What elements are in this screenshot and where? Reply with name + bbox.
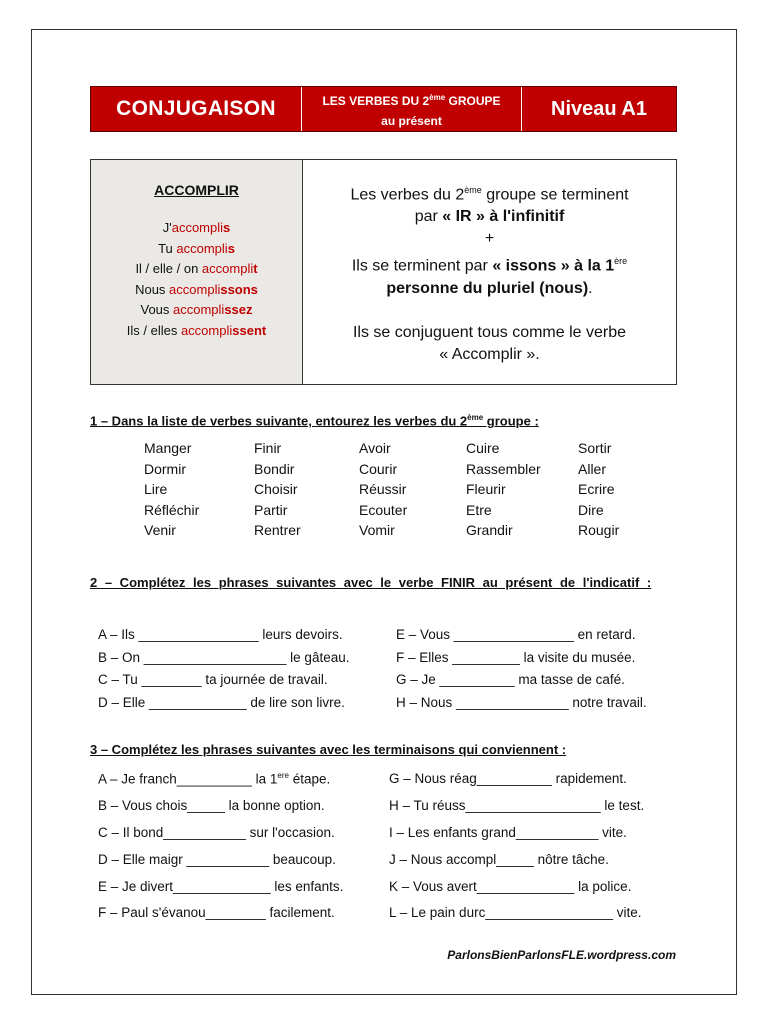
- verb-item[interactable]: Réfléchir: [144, 501, 200, 518]
- verb-item[interactable]: Sortir: [578, 440, 612, 456]
- conjugation-line: Il / elle / on accomplit: [135, 261, 258, 276]
- verb-item[interactable]: Manger: [144, 440, 192, 456]
- verb-item[interactable]: Etre: [466, 501, 492, 518]
- exercise2-sentence[interactable]: H – Nous _______________ notre travail.: [396, 695, 647, 710]
- exercise3-sentence[interactable]: A – Je franch__________ la 1ere étape.: [98, 771, 331, 787]
- exercise2-sentence[interactable]: B – On ___________________ le gâteau.: [98, 650, 350, 665]
- title-banner: [90, 86, 677, 132]
- verb-item[interactable]: Bondir: [254, 460, 295, 477]
- conjugation-line: Nous accomplissons: [135, 281, 258, 297]
- verb-item[interactable]: Choisir: [254, 481, 298, 498]
- grammar-box: [90, 159, 677, 385]
- exercise2-title: 2 – Complétez les phrases suivantes avec le verbe FINIR au présent de l'indicatif :: [90, 575, 652, 590]
- conjugation-line: J'accomplis: [162, 220, 231, 235]
- verb-item[interactable]: Ecouter: [359, 501, 408, 518]
- exercise3-sentence[interactable]: F – Paul s'évanou________ facilement.: [98, 905, 335, 920]
- exercise3-sentence[interactable]: H – Tu réuss__________________ le test.: [389, 798, 645, 813]
- conjugation-list: [91, 218, 302, 341]
- exercise1-title: 1 – Dans la liste de verbes suivante, entourez les verbes du 2ème groupe :: [90, 413, 539, 429]
- verb-item[interactable]: Grandir: [466, 522, 513, 539]
- model-conjugation: [91, 160, 303, 384]
- verb-item[interactable]: Lire: [144, 481, 168, 498]
- verb-item[interactable]: Finir: [254, 440, 282, 456]
- exercise3-sentence[interactable]: D – Elle maigr ___________ beaucoup.: [98, 852, 336, 867]
- exercise2-sentence[interactable]: C – Tu ________ ta journée de travail.: [98, 672, 328, 687]
- exercise2-sentence[interactable]: F – Elles _________ la visite du musée.: [396, 650, 636, 665]
- exercise2-sentence[interactable]: G – Je __________ ma tasse de café.: [396, 672, 625, 687]
- conjugation-line: Ils / elles accomplissent: [126, 322, 267, 338]
- verb-item[interactable]: Rougir: [578, 522, 620, 539]
- exercise3-sentence[interactable]: B – Vous chois_____ la bonne option.: [98, 798, 325, 813]
- exercise3-sentence[interactable]: K – Vous avert_____________ la police.: [389, 879, 632, 894]
- exercise2-sentence[interactable]: D – Elle _____________ de lire son livre.: [98, 695, 345, 710]
- banner-level: Niveau A1: [522, 87, 676, 131]
- exercise2-sentence[interactable]: A – Ils ________________ leurs devoirs.: [98, 627, 343, 642]
- exercise3-sentence[interactable]: G – Nous réag__________ rapidement.: [389, 771, 627, 786]
- verb-item[interactable]: Aller: [578, 460, 607, 477]
- exercise3-sentence[interactable]: C – Il bond___________ sur l'occasion.: [98, 825, 335, 840]
- verb-item[interactable]: Partir: [254, 501, 288, 518]
- rule-text: Les verbes du 2ème groupe se terminent par « IR » à l'infinitif + Ils se terminent par « issons » à la 1ère personne du pluriel (nous). Ils se conjuguent tous comme le verbe « Accomplir ».: [350, 185, 629, 363]
- footer-credit: ParlonsBienParlonsFLE.wordpress.com: [447, 948, 676, 962]
- exercise2-sentence[interactable]: E – Vous ________________ en retard.: [396, 627, 636, 642]
- verb-item[interactable]: Vomir: [359, 522, 395, 539]
- verb-item[interactable]: Réussir: [359, 481, 407, 498]
- verb-item[interactable]: Cuire: [466, 440, 500, 456]
- verb-item[interactable]: Venir: [144, 522, 176, 539]
- exercise3-sentence[interactable]: L – Le pain durc_________________ vite.: [389, 905, 642, 920]
- verb-item[interactable]: Ecrire: [578, 481, 615, 498]
- verb-item[interactable]: Avoir: [359, 440, 391, 456]
- verb-item[interactable]: Dire: [578, 501, 604, 518]
- verb-item[interactable]: Rassembler: [466, 460, 541, 477]
- verb-item[interactable]: Rentrer: [254, 522, 301, 539]
- model-verb: ACCOMPLIR: [154, 182, 239, 198]
- conjugation-line: Vous accomplissez: [140, 302, 253, 317]
- banner-subtitle: LES VERBES DU 2ème GROUPE au présent: [302, 87, 522, 131]
- banner-title: CONJUGAISON: [91, 87, 302, 131]
- exercise3-sentence[interactable]: E – Je divert_____________ les enfants.: [98, 879, 344, 894]
- exercise3-sentence[interactable]: J – Nous accompl_____ nôtre tâche.: [389, 852, 609, 867]
- exercise3-sentence[interactable]: I – Les enfants grand___________ vite.: [389, 825, 627, 840]
- verb-item[interactable]: Dormir: [144, 460, 186, 477]
- conjugation-line: Tu accomplis: [158, 240, 235, 256]
- verb-item[interactable]: Fleurir: [466, 481, 506, 498]
- exercise3-title: 3 – Complétez les phrases suivantes avec les terminaisons qui conviennent :: [90, 742, 567, 757]
- verb-item[interactable]: Courir: [359, 460, 398, 477]
